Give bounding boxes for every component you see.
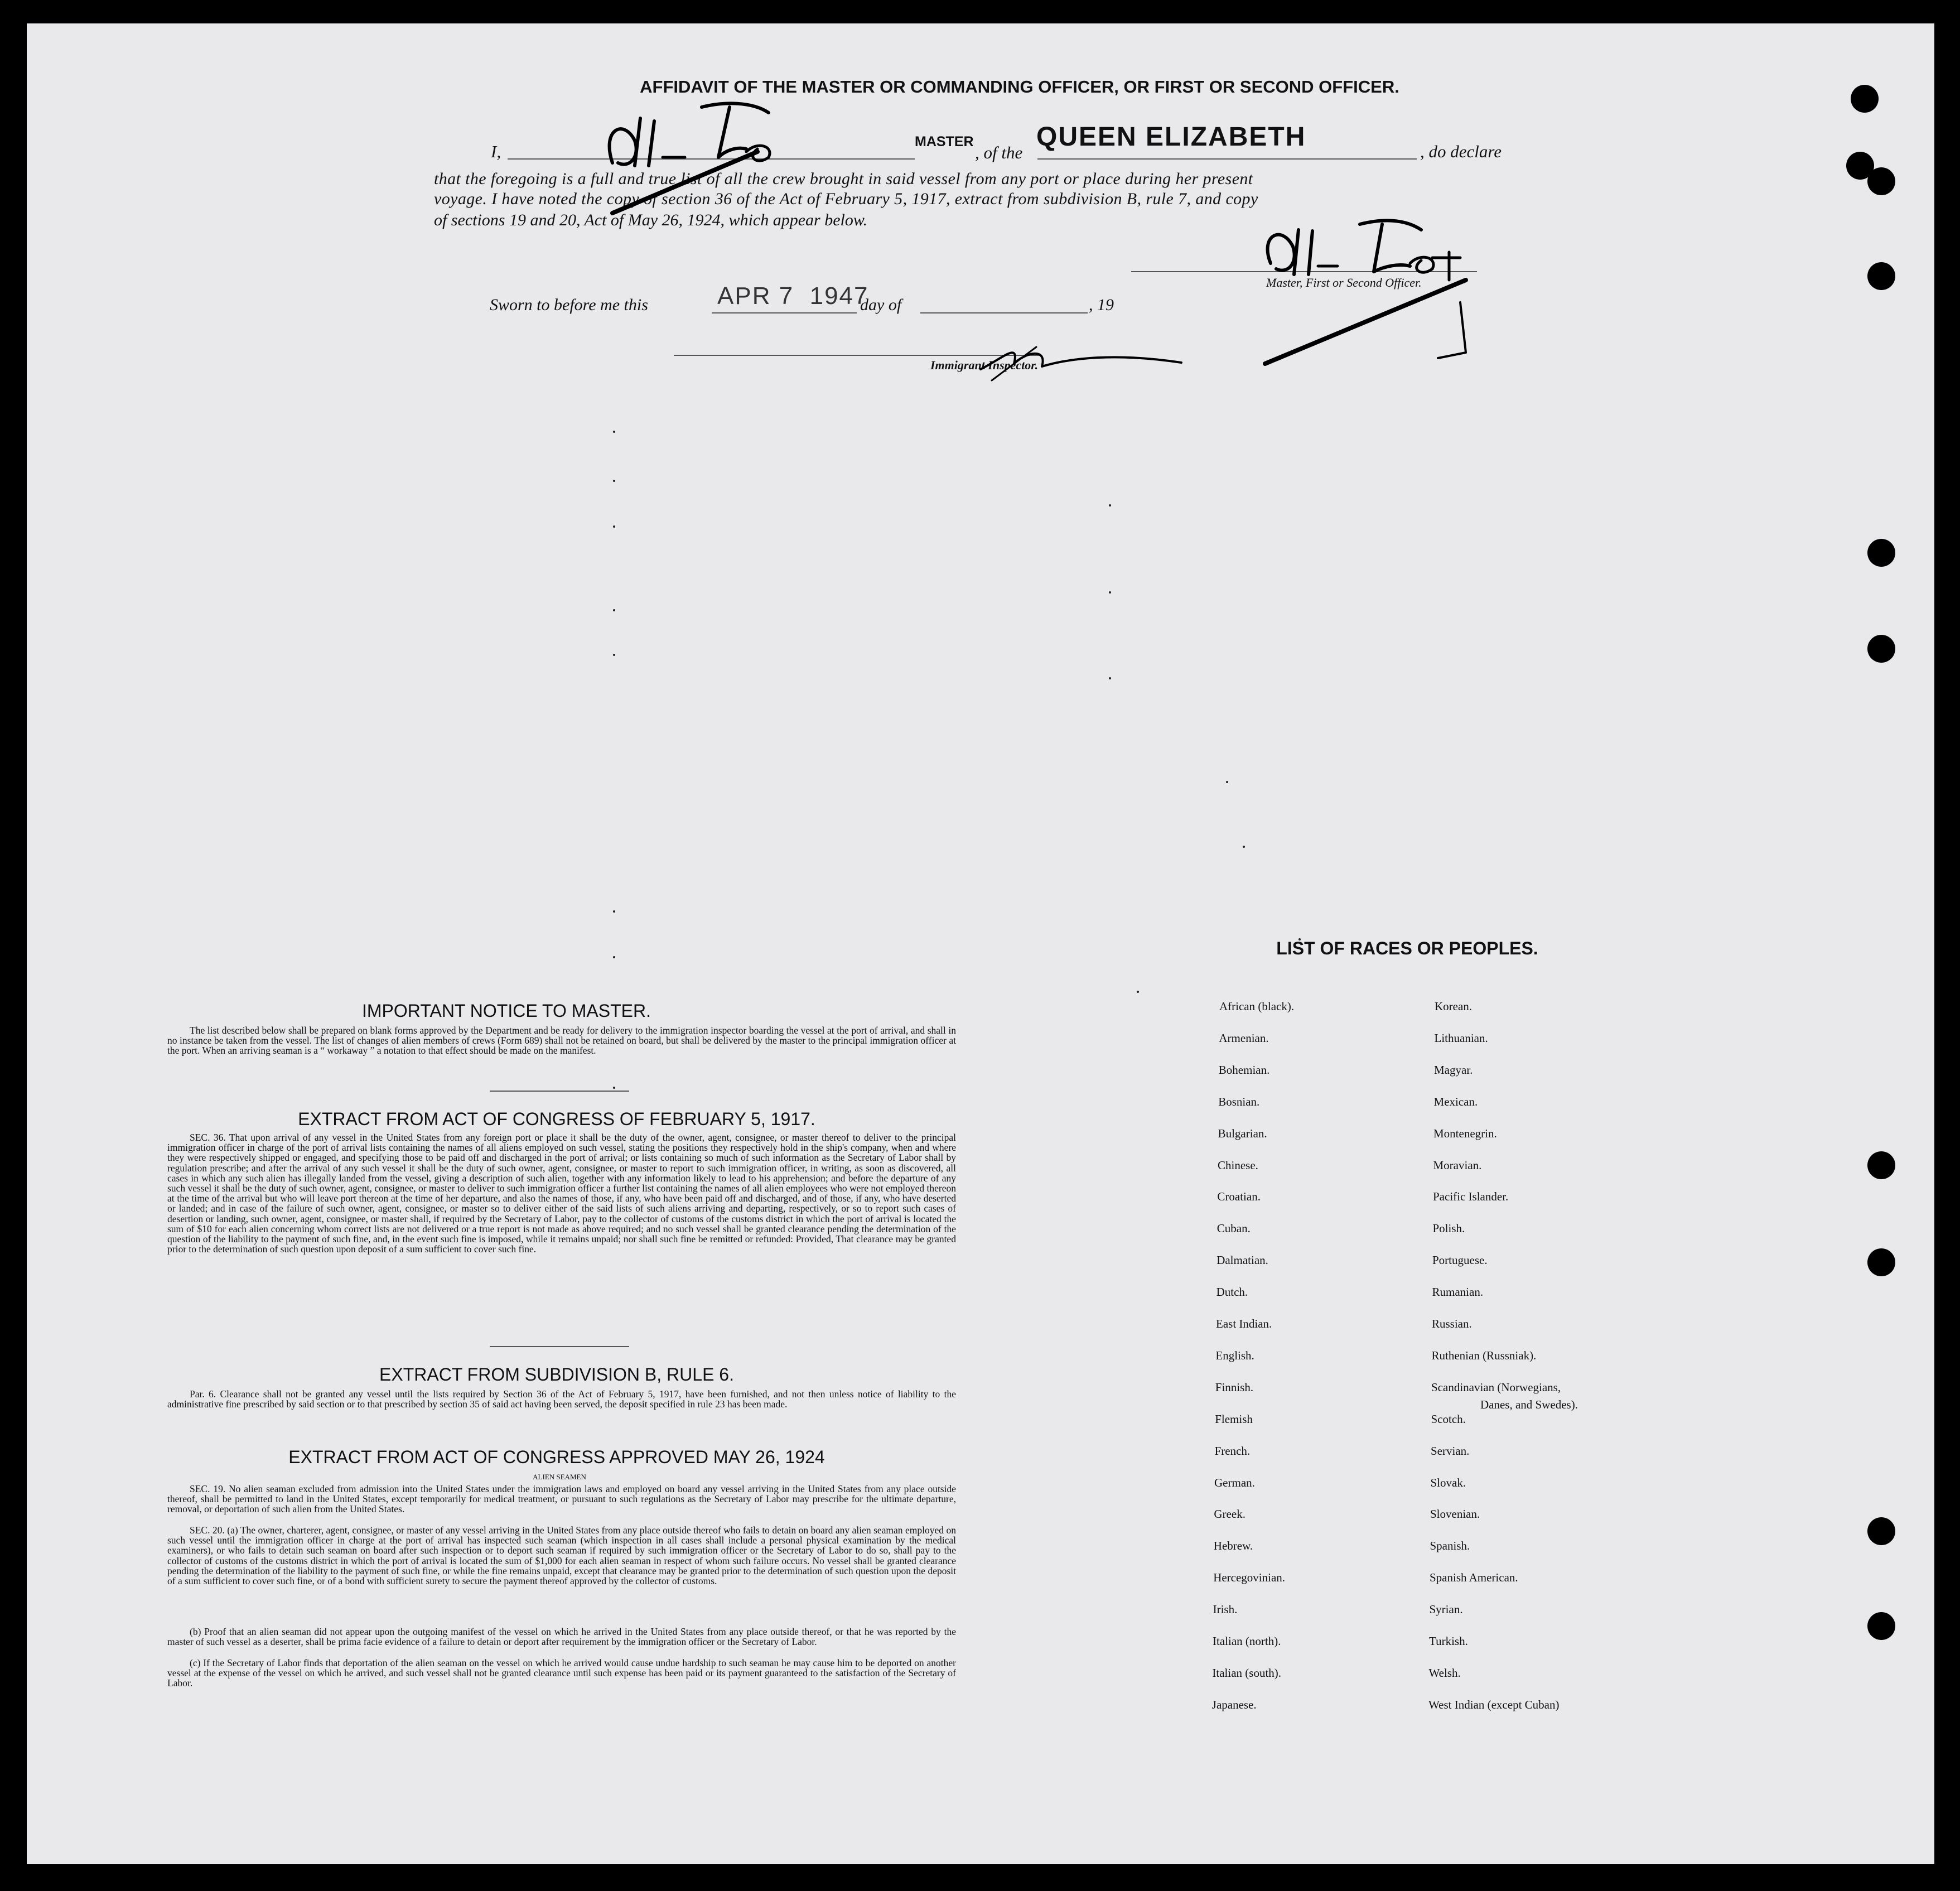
race-left-item: French. xyxy=(1214,1444,1251,1458)
race-left-item: Chinese. xyxy=(1218,1158,1258,1172)
affidavit-title: AFFIDAVIT OF THE MASTER OR COMMANDING OFFICER, OR FIRST OR SECOND OFFICER. xyxy=(640,77,1399,97)
race-right-item: Slovak. xyxy=(1430,1475,1466,1489)
declaration-line-1: that the foregoing is a full and true list of all the crew brought in said vessel from any port or place during her present xyxy=(434,170,1253,188)
extract-1924-title: EXTRACT FROM ACT OF CONGRESS APPROVED MAY 26, 1924 xyxy=(288,1447,825,1467)
rank-stamp: MASTER xyxy=(915,134,974,149)
date-stamp: APR 7 1947 xyxy=(717,282,869,310)
race-left-item: Hercegovinian. xyxy=(1213,1571,1286,1585)
race-right-item: Scandinavian (Norwegians, xyxy=(1431,1380,1561,1394)
extract-1924-sec20c: (c) If the Secretary of Labor finds that deportation of the alien seaman on the vessel on which he arrived would cause undue hardship to such seaman he may cause him to be deported on another vessel at the expense of the vessel on which he arrived, and such vessel shall not be granted clearance until such expense has been paid or its payment guaranteed to the satisfaction of the Secretary of Labor. xyxy=(167,1657,956,1689)
race-right-item: Turkish. xyxy=(1429,1634,1468,1648)
race-left-item: German. xyxy=(1214,1475,1255,1489)
race-right-item: Portuguese. xyxy=(1432,1253,1488,1267)
race-left-item: Japanese. xyxy=(1211,1697,1257,1711)
extract-1917-text: SEC. 36. That upon arrival of any vessel in the United States from any foreign port or place it shall be the duty of the owner, agent, consignee, or master thereof to deliver to the principal immigration officer in charge of the port of arrival lists containing the names of all aliens employed on such vessel, stating the positions they respectively hold in the ship's company, when and where they were respectively shipped or engaged, and specifying those to be paid off and discharged in the port of arrival; or lists containing so much of such information as the Secretary of Labor shall by regulation prescribe; and after the arrival of any such vessel it shall be the duty of such owner, agent, consignee, or master to report to such immigration officer, in writing, as soon as discovered, all cases in which any such alien has illegally landed from the vessel, giving a description of such alien, together with any information likely to lead to his apprehension; and before the departure of any such vessel it shall be the duty of such owner, agent, consignee, or master to deliver to such immigration officer a further list containing the names of all alien employees who were not employed thereon at the time of the arrival but who will leave port thereon at the time of her departure, and also the names of those, if any, who have been paid off and discharged, and of those, if any, who have deserted or landed; and in case of the failure of such owner, agent, consignee, or master so to deliver either of the said lists of such aliens arriving and departing, respectively, or so to report such cases of desertion or landing, such owner, agent, consignee, or master shall, if required by the Secretary of Labor, pay to the collector of customs of the customs district in which the port of arrival is located the sum of $10 for each alien concerning whom correct lists are not delivered or a true report is not made as above required; and no such vessel shall be granted clearance pending the determination of the question of the liability to the payment of such fine, and, in the event such fine is imposed, while it remains unpaid; nor shall such fine be remitted or refunded: Provided, That clearance may be granted prior to the determination of such question upon deposit of a sum sufficient to cover such fine. xyxy=(167,1132,956,1255)
race-left-item: Flemish xyxy=(1215,1412,1253,1426)
race-left-item: Italian (north). xyxy=(1213,1634,1281,1648)
race-left-item: East Indian. xyxy=(1216,1317,1272,1330)
race-left-item: Greek. xyxy=(1214,1507,1245,1521)
race-left-item: Croatian. xyxy=(1217,1190,1261,1204)
race-left-item: Armenian. xyxy=(1219,1031,1269,1045)
extract-1924-sec20a: SEC. 20. (a) The owner, charterer, agent, consignee, or master of any vessel arriving in the United States from any place outside thereof who fails to detain on board any alien seaman employed on such vessel until the immigration officer in charge at the port of arrival has inspected such seaman (which inspection in all cases shall include a personal physical examination by the medical examiners), or who fails to detain such seaman on board after such inspection or to deport such seaman if required by such immigration officer or the Secretary of Labor to do so, shall pay to the collector of customs of the customs district in which the port of arrival is located the sum of $1,000 for each alien seaman in respect of whom such failure occurs. No vessel shall be granted clearance pending the determination of the liability to the payment of such fine, or while the fine remains unpaid, except that clearance may be granted prior to the determination of such question upon the deposit of a sum sufficient to cover such fine, or of a bond with sufficient surety to secure the payment thereof approved by the collector of customs. xyxy=(167,1525,956,1587)
races-title: LIST OF RACES OR PEOPLES. xyxy=(1276,938,1538,958)
race-right-item: Rumanian. xyxy=(1432,1285,1484,1299)
master-signature-2 xyxy=(1248,219,1499,369)
race-left-item: English. xyxy=(1215,1348,1254,1362)
race-right-item: Lithuanian. xyxy=(1434,1031,1488,1045)
do-declare-label: , do declare xyxy=(1420,142,1502,161)
signer-caption: Master, First or Second Officer. xyxy=(1266,276,1422,290)
race-left-item: Dutch. xyxy=(1216,1285,1248,1299)
race-right-item: Servian. xyxy=(1431,1444,1470,1458)
race-left-item: Cuban. xyxy=(1216,1222,1251,1236)
race-right-item: Russian. xyxy=(1432,1317,1472,1330)
affidavit-i-label: I, xyxy=(491,142,501,161)
race-left-item: African (black). xyxy=(1219,1000,1295,1013)
notice-title: IMPORTANT NOTICE TO MASTER. xyxy=(362,1001,651,1021)
race-left-item: Irish. xyxy=(1213,1603,1238,1617)
inspector-caption: Immigrant Inspector. xyxy=(930,358,1039,372)
race-left-item: Bosnian. xyxy=(1218,1094,1260,1108)
race-right-item: Polish. xyxy=(1432,1222,1465,1236)
rule-6-text: Par. 6. Clearance shall not be granted any vessel until the lists required by Section 36 of the Act of February 5, 1917, have been furnished, and not then unless notice of liability to the administrative fine prescribed by said section or to that prescribed by section 35 of said act having been served, the deposit specified in rule 23 has been made. xyxy=(167,1388,956,1410)
extract-1924-subtitle: ALIEN SEAMEN xyxy=(533,1473,586,1481)
rule-6-title: EXTRACT FROM SUBDIVISION B, RULE 6. xyxy=(379,1364,734,1385)
extract-1917-title: EXTRACT FROM ACT OF CONGRESS OF FEBRUARY 5, 1917. xyxy=(298,1109,815,1129)
race-continuation: Danes, and Swedes). xyxy=(1480,1398,1578,1411)
race-right-item: Montenegrin. xyxy=(1433,1126,1497,1140)
declaration-line-2: voyage. I have noted the copy of section 36 of the Act of February 5, 1917, extract from subdivision B, rule 7, and copy xyxy=(434,190,1258,208)
race-right-item: Korean. xyxy=(1435,1000,1473,1013)
master-signature-1 xyxy=(590,96,791,224)
race-right-item: Spanish. xyxy=(1430,1539,1470,1553)
race-right-item: Magyar. xyxy=(1434,1063,1473,1077)
race-right-item: Syrian. xyxy=(1429,1603,1463,1617)
declaration-line-3: of sections 19 and 20, Act of May 26, 1924, which appear below. xyxy=(434,211,868,229)
vessel-name: QUEEN ELIZABETH xyxy=(1036,122,1306,152)
day-of-label: day of xyxy=(860,296,902,314)
inspector-signature xyxy=(969,336,1193,386)
race-left-item: Bohemian. xyxy=(1218,1063,1270,1077)
race-right-item: Ruthenian (Russniak). xyxy=(1431,1348,1537,1362)
sworn-label: Sworn to before me this xyxy=(490,296,648,314)
extract-1924-sec19: SEC. 19. No alien seaman excluded from admission into the United States under the immigration laws and employed on board any vessel arriving in the United States from any place outside thereof, shall be permitted to land in the United States, except temporarily for medical treatment, or pursuant to such regulations as the Secretary of Labor may prescribe for the ultimate departure, removal, or deportation of such alien from the United States. xyxy=(167,1483,956,1515)
race-left-item: Bulgarian. xyxy=(1218,1126,1267,1140)
race-left-item: Hebrew. xyxy=(1213,1539,1253,1553)
race-right-item: Spanish American. xyxy=(1430,1571,1518,1585)
race-right-item: Pacific Islander. xyxy=(1433,1190,1509,1204)
race-left-item: Finnish. xyxy=(1215,1380,1254,1394)
year-label: , 19 xyxy=(1089,296,1114,314)
extract-1924-sec20b: (b) Proof that an alien seaman did not appear upon the outgoing manifest of the vessel on which he arrived in the United States from any place outside thereof, or that he was reported by the master of such vessel as a deserter, shall be prima facie evidence of a failure to detain or deport after requirement by the immigration officer or the Secretary of Labor. xyxy=(167,1626,956,1648)
document-page xyxy=(27,23,1934,1864)
notice-text: The list described below shall be prepared on blank forms approved by the Department and be ready for delivery to the immigration inspector boarding the vessel at the port of arrival, and shall in no instance be taken from the vessel. The list of changes of alien members of crews (Form 689) shall not be retained on board, but shall be delivered by the master to the principal immigration officer at the port. When an arriving seaman is a “ workaway ” a notation to that effect should be made on the manifest. xyxy=(167,1025,956,1057)
race-left-item: Italian (south). xyxy=(1212,1666,1282,1680)
race-left-item: Dalmatian. xyxy=(1216,1253,1268,1267)
race-right-item: Slovenian. xyxy=(1430,1507,1480,1521)
race-right-item: Scotch. xyxy=(1431,1412,1466,1426)
race-right-item: Moravian. xyxy=(1433,1158,1482,1172)
race-right-item: West Indian (except Cuban) xyxy=(1428,1697,1560,1711)
race-right-item: Mexican. xyxy=(1433,1094,1478,1108)
race-right-item: Welsh. xyxy=(1428,1666,1461,1680)
of-the-label: , of the xyxy=(975,143,1023,162)
